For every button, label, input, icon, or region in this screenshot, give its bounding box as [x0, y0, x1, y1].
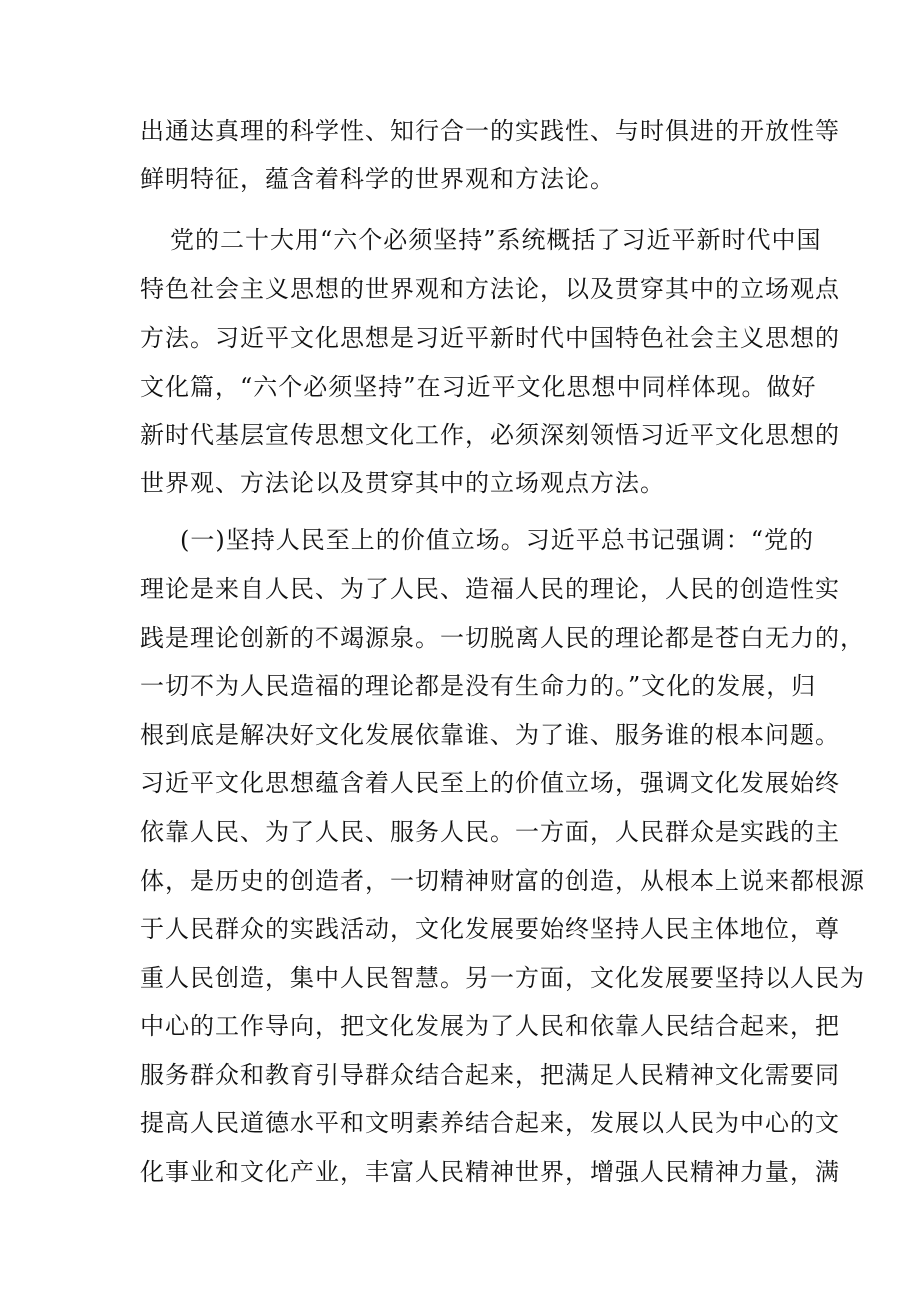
paragraph-1-line-2: 鲜明特征，蕴含着科学的世界观和方法论。 — [140, 165, 615, 193]
paragraph-3-line-2: 理论是来自人民、为了人民、造福人民的理论，人民的创造性实 — [140, 575, 840, 603]
paragraph-2-line-5: 新时代基层宣传思想文化工作，必须深刻领悟习近平文化思想的 — [140, 421, 840, 449]
paragraph-3-line-7: 依靠人民、为了人民、服务人民。一方面，人民群众是实践的主 — [140, 818, 840, 846]
paragraph-2-line-3: 方法。习近平文化思想是习近平新时代中国特色社会主义思想的 — [140, 324, 840, 352]
paragraph-3-line-9: 于人民群众的实践活动，文化发展要始终坚持人民主体地位，尊 — [140, 915, 840, 943]
paragraph-3-line-6: 习近平文化思想蕴含着人民至上的价值立场，强调文化发展始终 — [140, 769, 840, 797]
paragraph-2-line-2: 特色社会主义思想的世界观和方法论，以及贯穿其中的立场观点 — [140, 275, 840, 303]
paragraph-3-line-8: 体，是历史的创造者，一切精神财富的创造，从根本上说来都根源 — [140, 867, 865, 895]
paragraph-3-line-10: 重人民创造，集中人民智慧。另一方面，文化发展要坚持以人民为 — [140, 964, 865, 992]
paragraph-3-line-1: (一)坚持人民至上的价值立场。习近平总书记强调：“党的 — [180, 526, 814, 554]
paragraph-2-line-1: 党的二十大用“六个必须坚持”系统概括了习近平新时代中国 — [170, 226, 822, 254]
paragraph-3-line-5: 根到底是解决好文化发展依靠谁、为了谁、服务谁的根本问题。 — [140, 721, 840, 749]
paragraph-2-line-4: 文化篇，“六个必须坚持”在习近平文化思想中同样体现。做好 — [140, 373, 817, 401]
paragraph-3-line-11: 中心的工作导向，把文化发展为了人民和依靠人民结合起来，把 — [140, 1012, 840, 1040]
paragraph-1-line-1: 出通达真理的科学性、知行合一的实践性、与时俱进的开放性等 — [140, 117, 840, 145]
paragraph-3-line-12: 服务群众和教育引导群众结合起来，把满足人民精神文化需要同 — [140, 1061, 840, 1089]
paragraph-2-line-6: 世界观、方法论以及贯穿其中的立场观点方法。 — [140, 469, 665, 497]
paragraph-3-line-3: 践是理论创新的不竭源泉。一切脱离人民的理论都是苍白无力的， — [140, 624, 865, 652]
paragraph-3-line-14: 化事业和文化产业，丰富人民精神世界，增强人民精神力量，满 — [140, 1158, 840, 1186]
paragraph-3-line-4: 一切不为人民造福的理论都是没有生命力的。”文化的发展，归 — [140, 672, 817, 700]
paragraph-3-line-13: 提高人民道德水平和文明素养结合起来，发展以人民为中心的文 — [140, 1109, 840, 1137]
